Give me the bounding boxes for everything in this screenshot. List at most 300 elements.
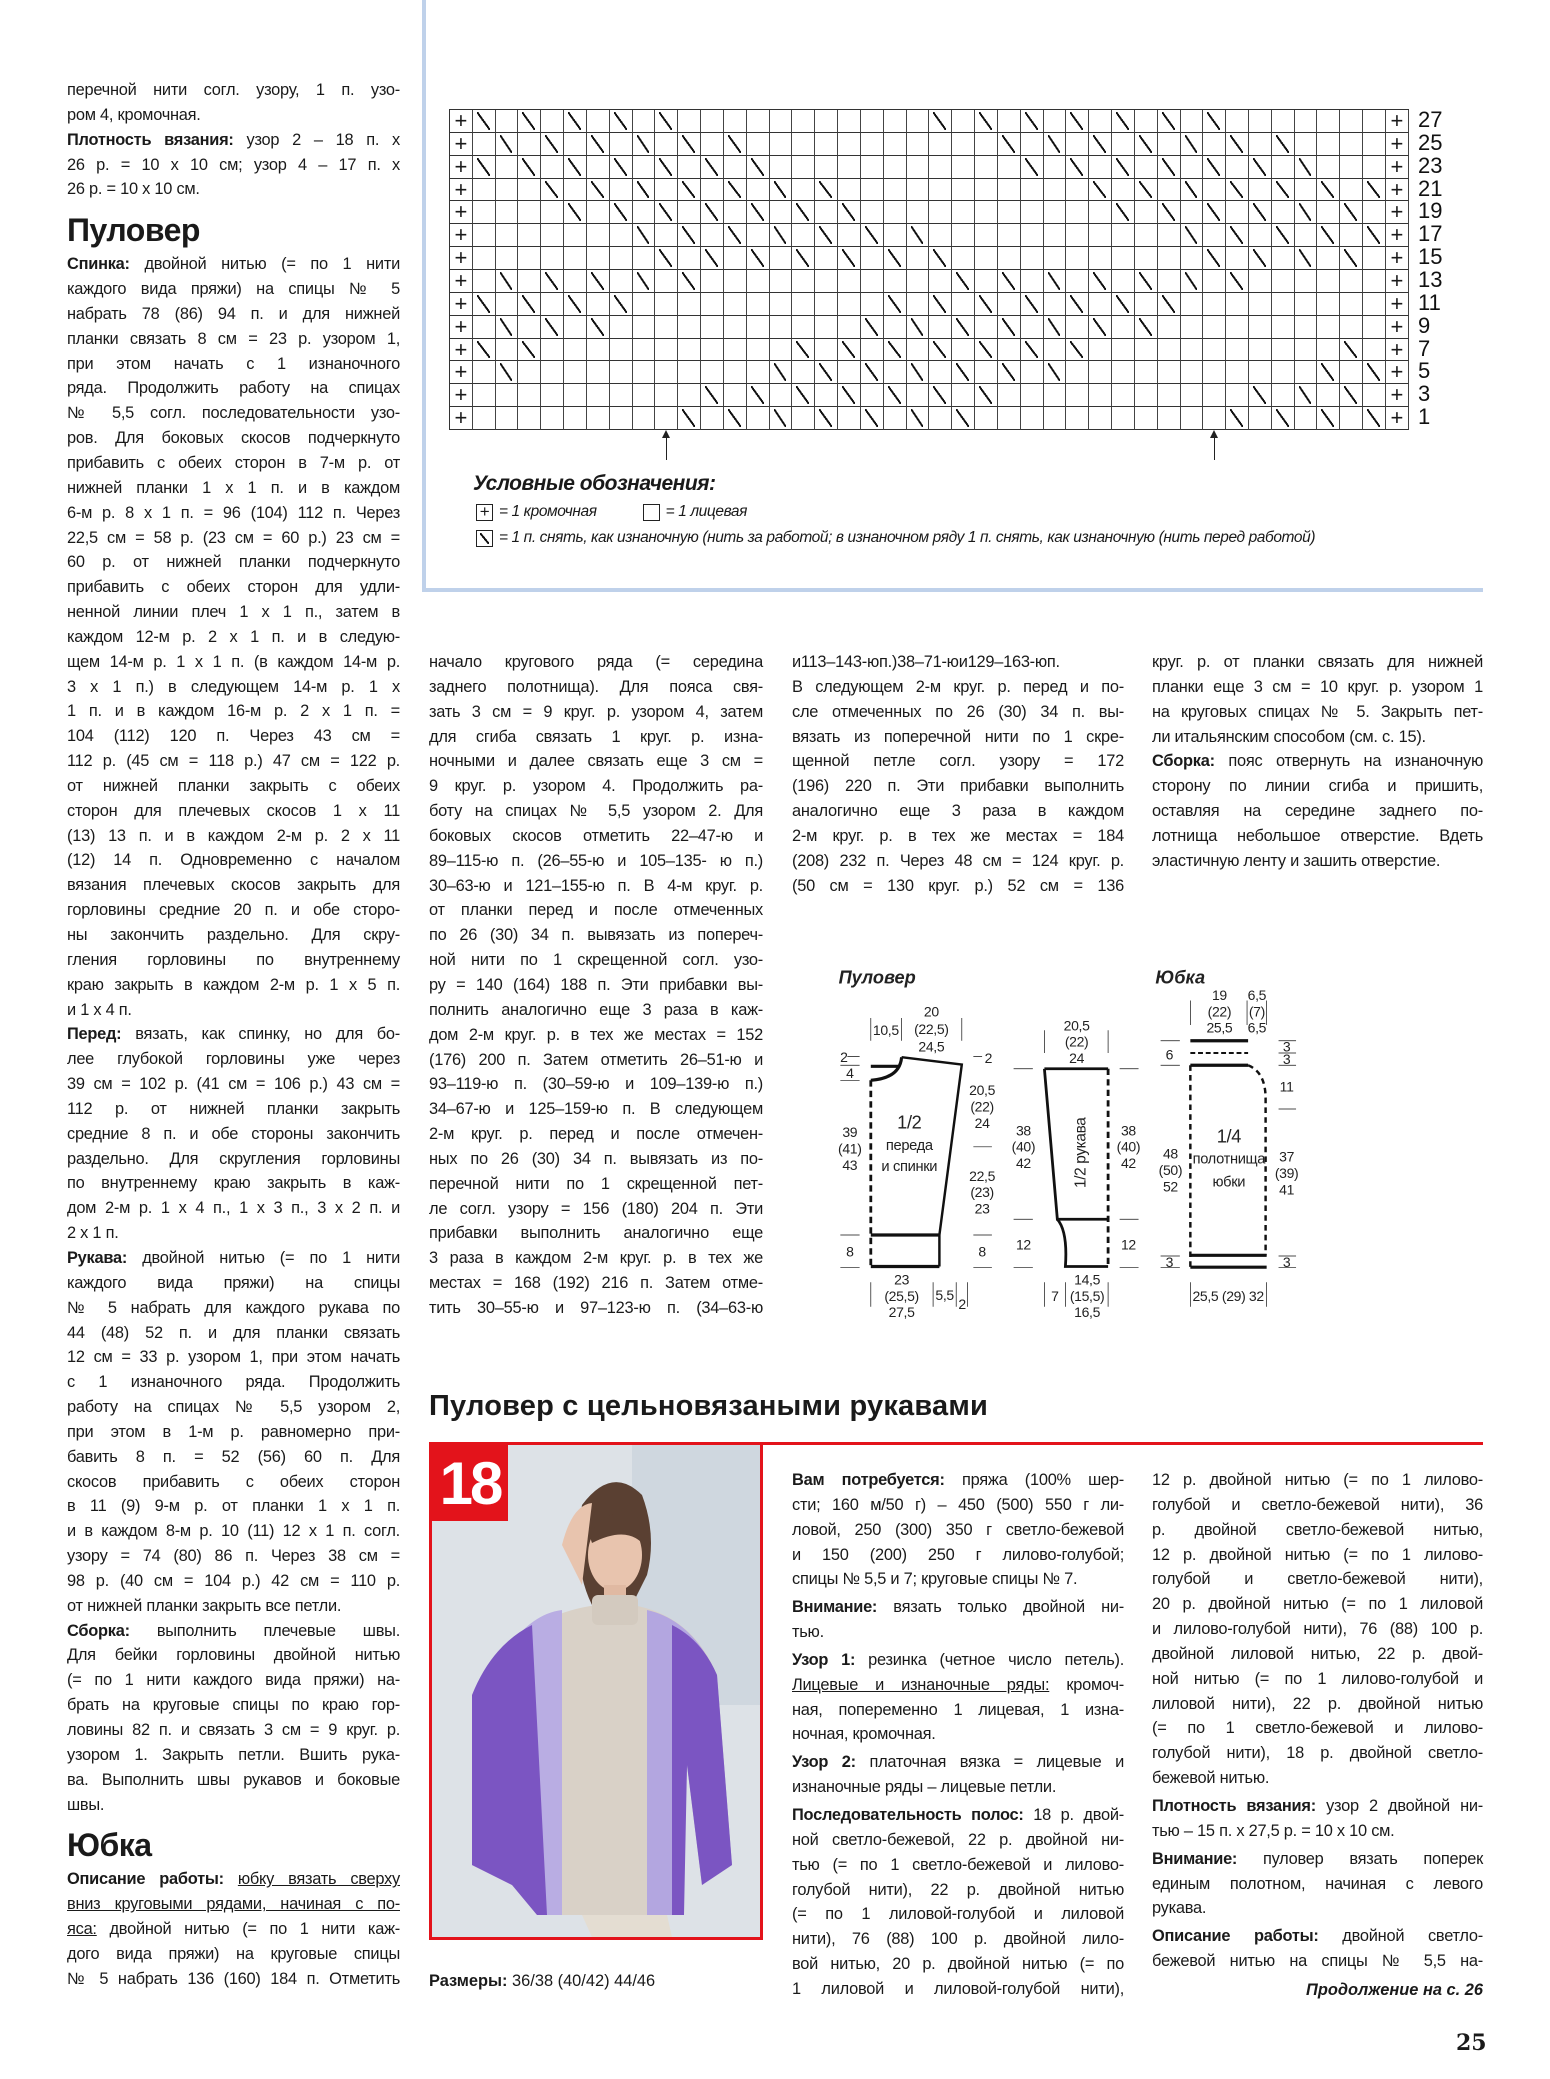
knit-stitch-cell xyxy=(564,224,587,247)
line-text: планки еще 3 см = 10 круг. р. узором 1 xyxy=(1152,677,1483,696)
text-line xyxy=(67,1668,400,1693)
line-text: бавить 8 п. = 52 (56) 60 п. Для xyxy=(67,1447,400,1466)
knit-stitch-cell xyxy=(1135,339,1158,362)
line-text: 98 р. (40 см = 104 р.) 42 см = 110 р. xyxy=(67,1571,400,1590)
knit-stitch-cell xyxy=(587,384,610,407)
slip-stitch-cell xyxy=(747,201,770,224)
knit-stitch-cell xyxy=(1295,361,1318,384)
knit-stitch-cell xyxy=(1021,179,1044,202)
slip-stitch-cell xyxy=(1317,361,1340,384)
dim-skirt-waist: 6 xyxy=(1165,1046,1174,1063)
text-line xyxy=(67,1345,400,1370)
text-column-3 xyxy=(792,650,1124,898)
knit-stitch-cell xyxy=(701,293,724,316)
dim-skirt-top-2: (22) xyxy=(1207,1003,1232,1020)
knit-stitch-cell xyxy=(1021,201,1044,224)
text-line xyxy=(792,1775,1124,1800)
knit-stitch-cell xyxy=(929,224,952,247)
repeat-arrow-icon xyxy=(1214,434,1216,460)
knit-stitch-cell xyxy=(792,110,815,133)
text-line xyxy=(67,1047,400,1072)
knit-stitch-cell xyxy=(518,384,541,407)
knit-stitch-cell xyxy=(929,201,952,224)
text-line xyxy=(67,1122,400,1147)
knit-stitch-cell xyxy=(724,156,747,179)
text-line xyxy=(67,252,400,277)
text-line xyxy=(67,699,400,724)
knit-stitch-cell xyxy=(633,361,656,384)
line-text: вязать только двойной ни- xyxy=(877,1598,1124,1617)
slip-stitch-cell xyxy=(1226,270,1249,293)
edge-stitch-cell: + xyxy=(1386,270,1409,293)
slip-stitch-cell xyxy=(1340,201,1363,224)
knit-stitch-cell xyxy=(1226,247,1249,270)
knit-stitch-cell xyxy=(861,339,884,362)
slip-stitch-cell xyxy=(1135,133,1158,156)
edge-stitch-cell: + xyxy=(450,361,473,384)
slip-stitch-cell xyxy=(678,179,701,202)
line-text: 1 лиловой и лиловой-голубой нити), xyxy=(792,1979,1124,1998)
knit-stitch-cell xyxy=(1112,179,1135,202)
text-line xyxy=(792,749,1124,774)
knit-stitch-cell xyxy=(815,247,838,270)
knit-stitch-cell xyxy=(1181,247,1204,270)
knit-stitch-cell xyxy=(861,201,884,224)
paragraph-lead: Спинка: xyxy=(67,255,130,274)
knit-stitch-cell xyxy=(1226,110,1249,133)
repeat-arrow-icon xyxy=(666,434,668,460)
dim-upper-side-1: 20,5 xyxy=(969,1082,996,1098)
line-text: 60 р. от нижней планки подчеркнуто xyxy=(67,553,400,572)
slip-stitch-cell xyxy=(1340,247,1363,270)
text-line xyxy=(67,1296,400,1321)
knit-stitch-cell xyxy=(929,361,952,384)
skirt-piece-label-3: юбки xyxy=(1212,1174,1246,1191)
slip-stitch-cell xyxy=(678,133,701,156)
slip-stitch-cell xyxy=(770,179,793,202)
knit-stitch-cell xyxy=(678,339,701,362)
text-line xyxy=(792,799,1124,824)
edge-stitch-cell: + xyxy=(450,293,473,316)
skirt-piece-label-1: 1/4 xyxy=(1216,1126,1241,1147)
slip-stitch-cell xyxy=(724,179,747,202)
knit-stitch-cell xyxy=(1295,179,1318,202)
knit-stitch-cell xyxy=(975,316,998,339)
paragraph xyxy=(1152,1924,1483,1974)
text-line xyxy=(67,848,400,873)
knit-stitch-cell xyxy=(838,133,861,156)
line-text: 12 р. двойной нитью (= по 1 лилово- xyxy=(1152,1545,1483,1564)
text-line xyxy=(429,874,763,899)
knit-stitch-cell xyxy=(1089,384,1112,407)
line-text: перечной нити согл. узору, 1 п. узо- xyxy=(67,81,400,99)
line-text: 112 р. от нижней планки закрыть xyxy=(67,1099,400,1118)
knit-stitch-cell xyxy=(610,224,633,247)
text-line xyxy=(67,724,400,749)
edge-stitch-cell: + xyxy=(450,224,473,247)
line-text: узор 2 – 18 п. х xyxy=(233,130,400,149)
edge-stitch-cell: + xyxy=(450,247,473,270)
slip-stitch-cell xyxy=(815,179,838,202)
line-text: перечной нити по 1 скрещенной пет- xyxy=(429,1174,763,1193)
line-text: 89–115-ю п. (26–55-ю и 105–135- ю п.) xyxy=(429,851,763,870)
line-text: двойной нитью (= по 1 нити xyxy=(129,255,400,274)
text-line xyxy=(67,1072,400,1097)
knit-stitch-cell xyxy=(1272,247,1295,270)
dim-cuff-left: 12 xyxy=(1015,1236,1031,1253)
knit-stitch-cell xyxy=(518,179,541,202)
knit-stitch-cell xyxy=(952,110,975,133)
text-line xyxy=(67,78,400,103)
text-line xyxy=(67,1594,400,1619)
slip-stitch-cell xyxy=(1249,156,1272,179)
slip-stitch-cell xyxy=(1272,179,1295,202)
knit-stitch-cell xyxy=(473,179,496,202)
knit-stitch-cell xyxy=(952,247,975,270)
knit-stitch-cell xyxy=(541,247,564,270)
dim-body-width-1: 23 xyxy=(894,1271,910,1288)
knit-stitch-cell xyxy=(884,224,907,247)
text-line xyxy=(1152,1896,1483,1921)
dim-top-right-2: 2 xyxy=(984,1049,993,1066)
dim-sleeve-bottom-3: 16,5 xyxy=(1074,1303,1101,1320)
knit-stitch-cell xyxy=(678,247,701,270)
chart-row-number: 13 xyxy=(1418,267,1443,293)
knit-stitch-cell xyxy=(678,316,701,339)
knit-stitch-cell xyxy=(747,316,770,339)
knit-stitch-cell xyxy=(1021,316,1044,339)
legend-item-edge xyxy=(476,503,747,521)
slip-stitch-cell xyxy=(975,293,998,316)
knit-stitch-cell xyxy=(792,361,815,384)
line-text: пряжа (100% шер- xyxy=(944,1471,1124,1489)
text-line xyxy=(792,874,1124,899)
slip-stitch-cell xyxy=(929,293,952,316)
line-text: рукава. xyxy=(1152,1899,1207,1918)
paragraph-lead: Сборка: xyxy=(1152,752,1215,771)
line-text: при этом начать с 1 изнаночного xyxy=(67,354,400,373)
edge-stitch-cell: + xyxy=(1386,407,1409,430)
text-line xyxy=(1152,1642,1483,1667)
paragraph-lead: Перед: xyxy=(67,1025,122,1044)
line-text: полнить аналогично еще 3 раза в каж- xyxy=(429,1000,763,1019)
paragraph-lead: Узор 1: xyxy=(792,1650,856,1669)
knit-stitch-cell xyxy=(1363,316,1386,339)
text-line xyxy=(67,1321,400,1346)
slip-stitch-cell xyxy=(861,224,884,247)
slip-stitch-cell xyxy=(473,156,496,179)
slip-stitch-cell xyxy=(998,133,1021,156)
edge-stitch-cell: + xyxy=(450,270,473,293)
knit-stitch-cell xyxy=(655,293,678,316)
instructions-column-2 xyxy=(1152,1465,1483,1974)
text-line xyxy=(792,1878,1124,1903)
knit-stitch-cell xyxy=(1066,133,1089,156)
sizes-label: Размеры: xyxy=(429,1972,508,1990)
text-line xyxy=(67,401,400,426)
knit-stitch-cell xyxy=(1317,110,1340,133)
slip-stitch-cell xyxy=(792,201,815,224)
knit-stitch-cell xyxy=(518,361,541,384)
knit-stitch-cell xyxy=(929,156,952,179)
knit-stitch-cell xyxy=(701,339,724,362)
dim-sleeve-top-3: 24 xyxy=(1069,1050,1085,1067)
knit-stitch-cell xyxy=(929,179,952,202)
knit-stitch-cell xyxy=(1021,247,1044,270)
knit-stitch-cell xyxy=(907,384,930,407)
slip-stitch-cell xyxy=(907,361,930,384)
dim-lower-side-2: (23) xyxy=(970,1184,994,1201)
knit-stitch-cell xyxy=(747,293,770,316)
knit-stitch-cell xyxy=(975,361,998,384)
slip-stitch-cell xyxy=(1317,407,1340,430)
knit-stitch-cell xyxy=(884,407,907,430)
text-line xyxy=(67,1544,400,1569)
knit-stitch-cell xyxy=(518,270,541,293)
knit-stitch-cell xyxy=(1181,361,1204,384)
knit-stitch-cell xyxy=(770,156,793,179)
slip-stitch-cell xyxy=(952,316,975,339)
slip-stitch-cell xyxy=(975,384,998,407)
paragraph-lead: Сборка: xyxy=(67,1621,130,1640)
knit-stitch-cell xyxy=(929,407,952,430)
knit-stitch-cell xyxy=(587,361,610,384)
knit-stitch-cell xyxy=(1295,224,1318,247)
edge-stitch-cell: + xyxy=(1386,110,1409,133)
knit-stitch-cell xyxy=(1181,110,1204,133)
dim-sleeve-right-2: (40) xyxy=(1116,1138,1141,1155)
slip-stitch-cell xyxy=(655,110,678,133)
dim-skirt-left-3: 52 xyxy=(1162,1178,1178,1195)
knit-stitch-cell xyxy=(1158,316,1181,339)
text-line xyxy=(792,1468,1124,1493)
line-text: 93–119-ю п. (30–59-ю и 109–139-ю п.) xyxy=(429,1075,763,1094)
text-line xyxy=(792,774,1124,799)
knit-stitch-cell xyxy=(975,407,998,430)
knit-stitch-cell xyxy=(496,110,519,133)
knit-stitch-cell xyxy=(907,179,930,202)
knit-stitch-cell xyxy=(1340,156,1363,179)
slip-stitch-cell xyxy=(1135,270,1158,293)
knit-stitch-cell xyxy=(541,156,564,179)
legend-title: Условные обозначения: xyxy=(473,472,716,495)
line-text: начало кругового ряда (= середина xyxy=(429,653,763,671)
knit-stitch-cell xyxy=(496,407,519,430)
knit-stitch-cell xyxy=(975,156,998,179)
knit-stitch-cell xyxy=(496,156,519,179)
knit-stitch-cell xyxy=(998,384,1021,407)
knit-stitch-cell xyxy=(541,110,564,133)
knit-stitch-cell xyxy=(952,293,975,316)
dim-top-left-4: 4 xyxy=(846,1065,854,1082)
dim-upper-side-3: 24 xyxy=(974,1114,990,1131)
text-line xyxy=(67,302,400,327)
slip-stitch-cell xyxy=(1226,407,1249,430)
paragraph xyxy=(792,1803,1124,2002)
text-line xyxy=(792,1952,1124,1977)
line-text: ная, попеременно 1 лицевая, 1 изна- xyxy=(792,1700,1124,1719)
paragraph-lead: Рукава: xyxy=(67,1248,128,1267)
section-heading: Пуловер xyxy=(67,212,200,249)
dim-skirt-right-2: (39) xyxy=(1274,1164,1299,1181)
knit-stitch-cell xyxy=(610,133,633,156)
knit-stitch-cell xyxy=(1089,156,1112,179)
dim-skirt-top-right-3: 6,5 xyxy=(1247,1019,1267,1036)
line-text: бежевой нитью на спицы № 5,5 на- xyxy=(1152,1952,1483,1971)
text-line xyxy=(429,725,763,750)
knit-stitch-cell xyxy=(496,339,519,362)
text-line xyxy=(792,1927,1124,1952)
knit-stitch-cell xyxy=(1135,293,1158,316)
line-text: и в каждом 8-м р. 10 (11) 12 х 1 п. согл. xyxy=(67,1522,400,1541)
slip-stitch-cell xyxy=(1317,224,1340,247)
knit-stitch-cell xyxy=(610,247,633,270)
knit-stitch-cell xyxy=(975,179,998,202)
slip-stitch-cell xyxy=(678,224,701,247)
text-line xyxy=(67,898,400,923)
line-text: брать на круговые спицы по краю гор- xyxy=(67,1696,400,1715)
slip-stitch-cell xyxy=(998,361,1021,384)
slip-stitch-cell xyxy=(1135,179,1158,202)
text-line xyxy=(67,650,400,675)
knit-stitch-cell xyxy=(1135,384,1158,407)
knit-stitch-cell xyxy=(907,133,930,156)
slip-stitch-cell xyxy=(861,407,884,430)
knit-stitch-cell xyxy=(792,293,815,316)
text-line xyxy=(67,1370,400,1395)
knit-stitch-cell xyxy=(1112,133,1135,156)
slip-stitch-cell xyxy=(1249,247,1272,270)
text-line xyxy=(67,1519,400,1544)
slip-stitch-cell xyxy=(473,110,496,133)
line-text: вязать, как спинку, но для бо- xyxy=(121,1025,400,1044)
knit-stitch-cell xyxy=(1249,270,1272,293)
knit-stitch-cell xyxy=(473,407,496,430)
text-line xyxy=(67,327,400,352)
text-line xyxy=(67,526,400,551)
slip-stitch-cell xyxy=(1272,407,1295,430)
legend-item-slip xyxy=(476,529,1315,547)
chart-row-number: 7 xyxy=(1418,335,1431,361)
text-line xyxy=(1152,799,1483,824)
line-text: набрать 78 (86) 94 п. и для нижней xyxy=(67,304,400,323)
knit-stitch-cell xyxy=(1112,247,1135,270)
knit-stitch-cell xyxy=(998,110,1021,133)
knit-stitch-cell xyxy=(655,179,678,202)
slip-stitch-cell xyxy=(1363,179,1386,202)
line-text: дом 2-м р. 1 х 4 п., 1 х 3 п., 3 х 2 п. и xyxy=(67,1199,400,1218)
knit-stitch-cell xyxy=(815,201,838,224)
text-line xyxy=(429,1271,763,1296)
knit-stitch-cell xyxy=(952,339,975,362)
line-text: оставляя на середине заднего по- xyxy=(1152,802,1483,821)
knit-stitch-cell xyxy=(952,133,975,156)
text-line xyxy=(67,1271,400,1296)
line-text: двойной лиловой нитью, 22 р. двой- xyxy=(1152,1644,1483,1663)
knit-stitch-cell xyxy=(473,247,496,270)
slip-stitch-cell xyxy=(1158,110,1181,133)
chart-row-number: 15 xyxy=(1418,244,1443,270)
edge-stitch-cell: + xyxy=(1386,361,1409,384)
knit-stitch-cell xyxy=(1181,384,1204,407)
knit-stitch-cell xyxy=(1135,224,1158,247)
knit-stitch-cell xyxy=(1340,179,1363,202)
text-line xyxy=(67,1470,400,1495)
line-text: (196) 220 п. Эти прибавки выполнить xyxy=(792,777,1124,796)
text-line xyxy=(67,1420,400,1445)
text-line xyxy=(67,1494,400,1519)
text-line xyxy=(792,1803,1124,1828)
slip-stitch-cell xyxy=(518,293,541,316)
knit-stitch-cell xyxy=(747,361,770,384)
knit-stitch-cell xyxy=(1181,316,1204,339)
line-text: двойной светло- xyxy=(1318,1927,1483,1946)
knit-stitch-cell xyxy=(1226,384,1249,407)
knit-stitch-cell xyxy=(861,179,884,202)
knit-stitch-cell xyxy=(1089,339,1112,362)
slip-stitch-cell xyxy=(701,384,724,407)
paragraph xyxy=(1152,749,1483,873)
knit-stitch-cell xyxy=(633,293,656,316)
knit-stitch-cell xyxy=(633,247,656,270)
text-line xyxy=(792,1698,1124,1723)
paragraph xyxy=(67,1022,400,1246)
project-number-badge: 18 xyxy=(432,1445,508,1521)
line-text: 20 р. двойной нитью (= по 1 лиловой xyxy=(1152,1595,1483,1614)
text-line xyxy=(1152,1949,1483,1974)
text-line xyxy=(1152,1592,1483,1617)
text-line xyxy=(792,1543,1124,1568)
text-line xyxy=(792,1902,1124,1927)
line-text: с 1 изнаночного ряда. Продолжить xyxy=(67,1373,400,1392)
line-text: ны закончить раздельно. Для скру- xyxy=(67,926,400,944)
knit-stitch-cell xyxy=(770,133,793,156)
line-text: 39 см = 102 р. (41 см = 106 р.) 43 см = xyxy=(67,1075,400,1094)
knit-stitch-cell xyxy=(564,247,587,270)
knit-stitch-cell xyxy=(518,201,541,224)
knit-stitch-cell xyxy=(884,361,907,384)
knit-stitch-cell xyxy=(792,407,815,430)
slip-stitch-cell xyxy=(587,133,610,156)
slip-stitch-cell xyxy=(975,339,998,362)
text-line xyxy=(429,675,763,700)
text-line xyxy=(1152,1819,1483,1844)
knit-stitch-cell xyxy=(1272,361,1295,384)
knit-stitch-cell xyxy=(1317,316,1340,339)
knit-stitch-cell xyxy=(1249,293,1272,316)
line-text: 3 х 1 п.) в следующем 14-м р. 1 х xyxy=(67,677,400,696)
knit-stitch-cell xyxy=(564,270,587,293)
text-line xyxy=(67,1395,400,1420)
knit-stitch-cell xyxy=(678,384,701,407)
schematic-title-pullover: Пуловер xyxy=(838,967,916,988)
line-text: круг. р. от планки связать для нижней xyxy=(1152,653,1483,671)
knit-stitch-cell xyxy=(701,179,724,202)
knit-stitch-cell xyxy=(1317,293,1340,316)
knit-stitch-cell xyxy=(884,156,907,179)
line-text: 26 р. = 10 х 10 см. xyxy=(67,180,200,199)
line-text: 18 р. двой- xyxy=(1023,1805,1124,1824)
knit-stitch-cell xyxy=(1340,293,1363,316)
knit-stitch-cell xyxy=(884,133,907,156)
knit-stitch-cell xyxy=(998,247,1021,270)
knit-stitch-cell xyxy=(633,339,656,362)
knit-stitch-cell xyxy=(1158,361,1181,384)
line-text: горловины средние 20 п. и обе сторо- xyxy=(67,901,400,920)
text-line xyxy=(67,1196,400,1221)
knit-stitch-cell xyxy=(770,384,793,407)
line-text: сторон для плечевых скосов 1 х 11 xyxy=(67,801,400,820)
